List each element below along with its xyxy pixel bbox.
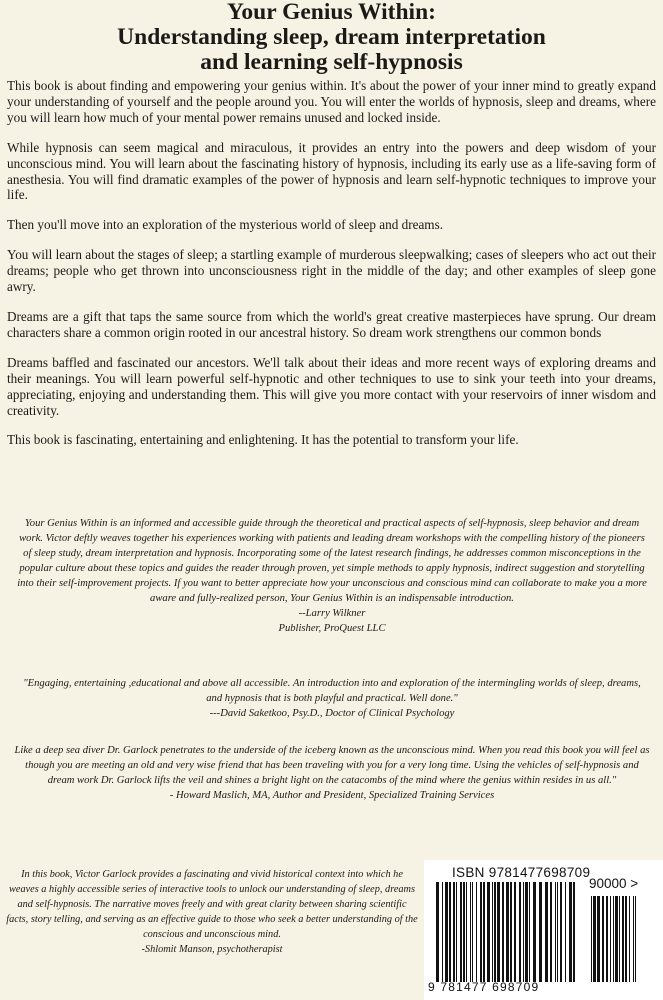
book-title (0, 0, 663, 75)
title-line-1: Your Genius Within: (227, 0, 436, 25)
book-description (7, 78, 656, 462)
price-barcode-bars (591, 896, 645, 982)
barcode-gap (575, 882, 577, 982)
review-quote: In this book, Victor Garlock provides a fascinating and vivid historical context into which he weaves a highly accessible series of interactive tools to unlock our understanding of sleep, dreams and self-hypnosis. The narrative moves freely and with great clarity between sharing scientific facts, story telling, and serving as an effective guide to those who seek a better understanding of the conscious and unconscious mind. (6, 869, 418, 940)
barcode-digits: 9 781477 698709 (428, 980, 540, 994)
review-author: - Howard Maslich, MA, Author and President, Specialized Training Services (169, 790, 495, 801)
isbn-barcode (424, 860, 663, 1000)
review-quote: Like a deep sea diver Dr. Garlock penetrates to the underside of the iceberg known as the unconscious mind. When you read this book you will feel as though you are meeting an old and very wise friend that has been traveling with you for a very long time. Using the vehicles of self-hypnosis and dream work Dr. Garlock lifts the veil and shines a bright light on the catacombs of the mind where the genius within resides in us all." (14, 745, 650, 786)
title-line-2: Understanding sleep, dream interpretation (117, 24, 546, 50)
description-paragraph: This book is fascinating, entertaining and enlightening. It has the potential to transform your life. (7, 432, 519, 448)
review-saketkoo (14, 676, 650, 721)
description-paragraph: Then you'll move into an exploration of the mysterious world of sleep and dreams. (7, 217, 443, 233)
review-quote: Your Genius Within is an informed and accessible guide through the theoretical and practical aspects of self-hypnosis, sleep behavior and dream work. Victor deftly weaves together his experiences working with patients and leading dream workshops with the compelling history of the pioneers of sleep study, dream interpretation and hypnosis. Incorporating some of the latest research findings, he addresses common misconceptions in the popular culture about these topics and guides the reader through proven, yet simple methods to apply hypnosis, indirect suggestion and storytelling into their self-improvement projects. If you want to better appreciate how your unconscious and conscious mind can collaborate to make you a more aware and fully-realized person, Your Genius Within is an indispensable introduction. (17, 518, 647, 604)
review-maslich (14, 743, 650, 803)
barcode-gap (636, 896, 638, 982)
review-manson (6, 867, 418, 957)
review-author: ---David Saketkoo, Psy.D., Doctor of Clinical Psychology (209, 708, 455, 719)
review-affiliation: Publisher, ProQuest LLC (278, 623, 386, 634)
review-author: --Larry Wilkner (298, 608, 366, 619)
barcode-bars (436, 882, 578, 982)
description-paragraph: You will learn about the stages of sleep; a startling example of murderous sleepwalking; cases of sleepers who act out their dreams; people who get thrown into unconsciousness right in the middle of the day; and other examples of sleep gone awry. (7, 247, 656, 295)
description-paragraph: Dreams are a gift that taps the same source from which the world's great creative masterpieces have sprung. Our dream characters share a common origin rooted in our ancestral history. So dream work strengthens our common bonds (7, 308, 656, 340)
title-line-3: and learning self-hypnosis (200, 49, 463, 75)
description-paragraph: While hypnosis can seem magical and miraculous, it provides an entry into the powers and deep wisdom of your unconscious mind. You will learn about the fascinating history of hypnosis, including its early use as a life-saving form of anesthesia. You will find dramatic examples of the power of hypnosis and learn self-hypnotic techniques to improve your life. (7, 139, 656, 203)
isbn-label: ISBN 9781477698709 (452, 865, 591, 880)
description-paragraph: This book is about finding and empowering your genius within. It's about the power of your inner mind to greatly expand your understanding of yourself and the people around you. You will enter the worlds of hypnosis, sleep and dreams, where you will learn how much of your mental power remains unused and locked inside. (7, 78, 656, 125)
review-author: -Shlomit Manson, psychotherapist (141, 944, 283, 955)
review-wilkner (14, 516, 650, 636)
price-code: 90000 > (589, 876, 639, 891)
description-paragraph: Dreams baffled and fascinated our ancestors. We'll talk about their ideas and more recent ways of exploring dreams and their meanings. You will learn powerful self-hypnotic and other techniques to use to sink your teeth into your dreams, appreciating, enjoying and understanding them. This will give you more contact with your reservoirs of inner wisdom and creativity. (7, 354, 656, 418)
review-quote: "Engaging, entertaining ,educational and above all accessible. An introduction into and exploration of the intermingling worlds of sleep, dreams, and hypnosis that is both playful and practical. Well done." (23, 678, 641, 704)
